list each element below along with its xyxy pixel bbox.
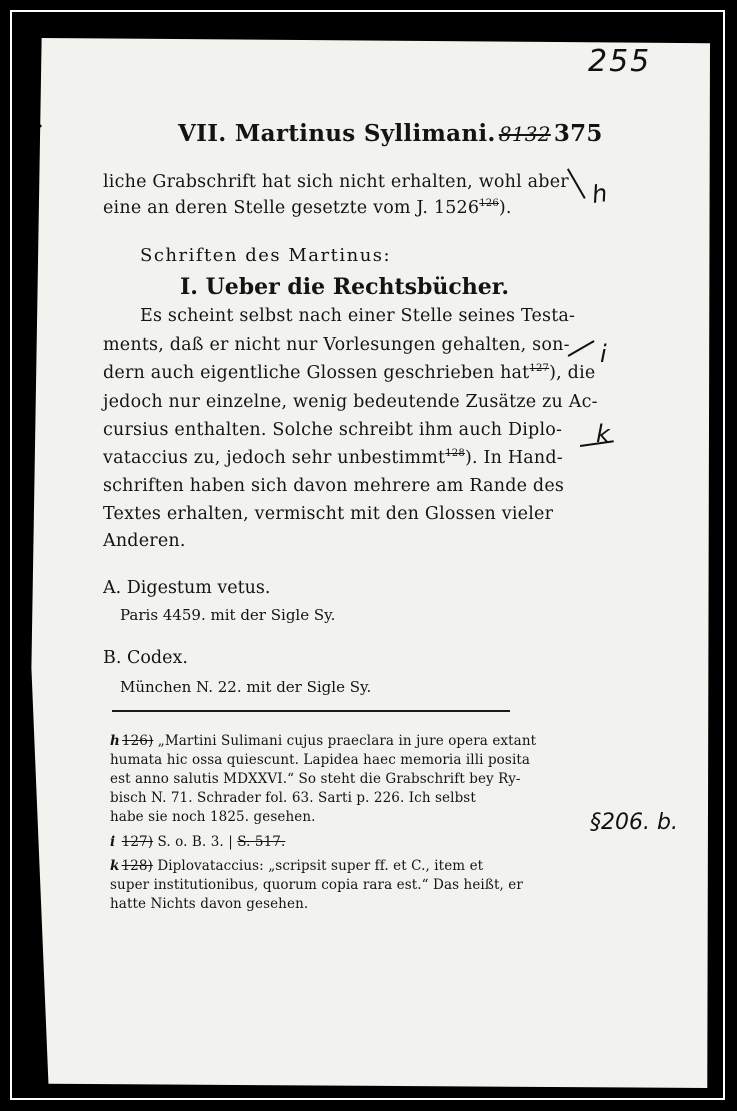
- footnote-line: hatte Nichts davon gesehen.: [110, 896, 309, 912]
- footnote-text: S. o. B. 3.: [157, 834, 224, 850]
- subsection-b-heading: B. Codex.: [103, 648, 188, 668]
- footnote-text: Diplovataccius: „scripsit super ff. et C., item et: [157, 858, 484, 874]
- paragraph-line: jedoch nur einzelne, wenig bedeutende Zusätze zu Ac-: [103, 392, 598, 412]
- footnote-127: i 127) S. o. B. 3. | S. 517.: [110, 834, 286, 850]
- footnote-line: est anno salutis MDXXVI.“ So steht die Grabschrift bey Ry-: [110, 771, 521, 787]
- archive-page-number: 255: [588, 44, 652, 79]
- body-line: [103, 198, 512, 218]
- folio-correction: 8132: [498, 122, 551, 146]
- body-line: liche Grabschrift hat sich nicht erhalten, wohl aber: [103, 172, 569, 192]
- footnote-126: [110, 733, 536, 749]
- paragraph-line: Textes erhalten, vermischt mit den Glossen vieler: [103, 504, 554, 524]
- footnote-128: [110, 858, 483, 874]
- paragraph-text: dern auch eigentliche Glossen geschrieben hat: [103, 363, 530, 383]
- margin-mark-h: h: [590, 179, 610, 209]
- margin-mark-k: k: [596, 420, 610, 448]
- footnote-line: habe sie noch 1825. gesehen.: [110, 809, 316, 825]
- margin-reference: §206. b.: [590, 810, 678, 835]
- paragraph-text: ), die: [549, 363, 596, 383]
- paragraph-line: [103, 448, 563, 468]
- footnote-text: „Martini Sulimani cujus praeclara in jure opera extant: [157, 733, 537, 749]
- handwritten-mark: i: [110, 834, 116, 850]
- footnote-number: 127): [121, 834, 154, 850]
- paragraph-text: vataccius zu, jedoch sehr unbestimmt: [103, 448, 446, 468]
- margin-mark-i: i: [600, 340, 607, 368]
- footnote-number: 126): [121, 733, 154, 749]
- handwritten-mark: k: [110, 858, 120, 874]
- paragraph-text: ). In Hand-: [464, 448, 563, 468]
- footnote-ref-struck: S. 517.: [237, 834, 286, 850]
- paragraph-line: [103, 363, 595, 383]
- footnote-ref: 128: [445, 448, 465, 460]
- footnote-rule: [112, 710, 510, 712]
- printed-page-number: 375: [553, 120, 603, 147]
- paragraph-line: cursius enthalten. Solche schreibt ihm auch Diplo-: [103, 420, 563, 440]
- subsection-a-entry: Paris 4459. mit der Sigle Sy.: [120, 606, 336, 624]
- paragraph-line: ments, daß er nicht nur Vorlesungen gehalten, son-: [103, 335, 570, 355]
- footnote-ref: 127: [529, 363, 550, 375]
- body-text: ).: [498, 198, 512, 218]
- body-text: eine an deren Stelle gesetzte vom J. 1526: [103, 198, 480, 218]
- subsection-a-heading: A. Digestum vetus.: [103, 578, 271, 598]
- section-title: I. Ueber die Rechtsbücher.: [180, 274, 510, 300]
- writings-heading: Schriften des Martinus:: [140, 245, 392, 266]
- footnote-line: bisch N. 71. Schrader fol. 63. Sarti p. 226. Ich selbst: [110, 790, 476, 806]
- running-head: [178, 120, 603, 147]
- footnote-line: humata hic ossa quiescunt. Lapidea haec memoria illi posita: [110, 752, 531, 768]
- footnote-ref: 126: [479, 198, 499, 210]
- running-head-title: VII. Martinus Syllimani.: [178, 120, 496, 147]
- handwritten-mark: h: [110, 733, 120, 749]
- footnote-number: 128): [121, 858, 153, 874]
- paragraph-line: Es scheint selbst nach einer Stelle seines Testa-: [140, 306, 576, 326]
- paragraph-line: schriften haben sich davon mehrere am Rande des: [103, 476, 565, 496]
- paragraph-line: Anderen.: [103, 531, 186, 551]
- footnote-line: super institutionibus, quorum copia rara est.“ Das heißt, er: [110, 877, 523, 893]
- document-page: [28, 38, 710, 1088]
- subsection-b-entry: München N. 22. mit der Sigle Sy.: [120, 678, 372, 696]
